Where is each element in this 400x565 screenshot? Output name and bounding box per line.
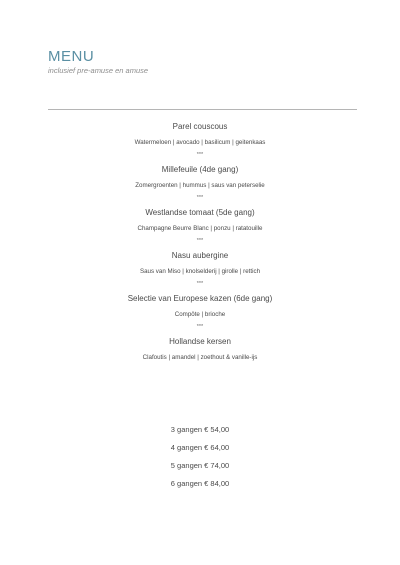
course-item — [0, 294, 400, 331]
course-description: Clafoutis | amandel | zoethout & vanille-ijs — [142, 354, 258, 361]
course-description: Watermeloen | avocado | basilicum | geitenkaas — [134, 139, 266, 146]
course-name: Westlandse tomaat (5de gang) — [145, 208, 255, 217]
price-item: 6 gangen € 84,00 — [170, 479, 230, 488]
course-item — [0, 122, 400, 159]
course-item — [0, 337, 400, 362]
course-separator: *** — [196, 281, 204, 287]
course-description: Compôte | brioche — [174, 311, 226, 318]
course-name: Nasu aubergine — [171, 251, 229, 260]
course-list — [0, 122, 400, 368]
course-description: Zomergroenten | hummus | saus van peterselie — [135, 182, 265, 189]
page-title: MENU — [48, 48, 95, 65]
divider — [48, 109, 357, 110]
page-subtitle: inclusief pre-amuse en amuse — [48, 66, 149, 75]
course-name: Hollandse kersen — [169, 337, 231, 346]
course-item — [0, 251, 400, 288]
price-item: 4 gangen € 64,00 — [170, 443, 230, 452]
course-name: Parel couscous — [172, 122, 228, 131]
course-separator: *** — [196, 238, 204, 244]
price-item: 5 gangen € 74,00 — [170, 461, 230, 470]
course-separator: *** — [196, 152, 204, 158]
course-item — [0, 208, 400, 245]
course-separator: *** — [196, 195, 204, 201]
course-name: Millefeuile (4de gang) — [161, 165, 239, 174]
course-description: Saus van Miso | knolselderij | girolle | rettich — [139, 268, 261, 275]
course-description: Champagne Beurre Blanc | ponzu | ratatouille — [137, 225, 263, 232]
price-list — [0, 425, 400, 497]
course-item — [0, 165, 400, 202]
price-item: 3 gangen € 54,00 — [170, 425, 230, 434]
course-separator: *** — [196, 324, 204, 330]
course-name: Selectie van Europese kazen (6de gang) — [127, 294, 273, 303]
